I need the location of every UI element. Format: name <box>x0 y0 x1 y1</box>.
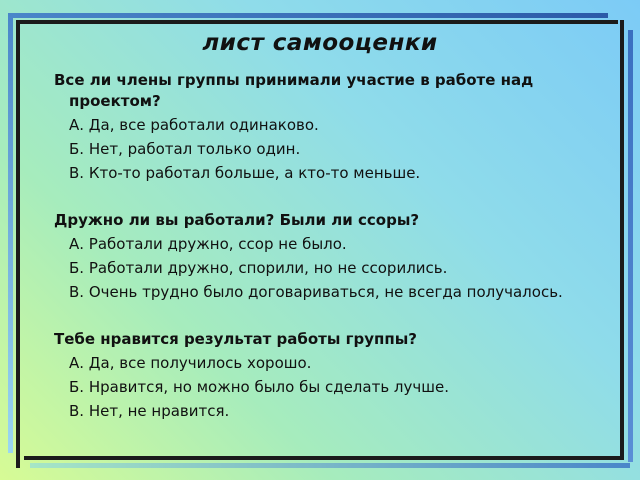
frame-bottom-bar-dark <box>24 456 624 460</box>
answer-3b: Б. Нравится, но можно было бы сделать лучше. <box>69 378 449 396</box>
answer-1b: Б. Нет, работал только один. <box>69 140 301 158</box>
frame-right-bar-dark <box>620 20 624 460</box>
question-1: Все ли члены группы принимали участие в работе над проектом? <box>54 71 534 110</box>
frame-left-bar-dark <box>16 20 20 468</box>
question-block-3 <box>54 329 604 422</box>
answer-1c: В. Кто-то работал больше, а кто-то меньше. <box>69 164 421 182</box>
question-block-1 <box>54 70 604 184</box>
question-2: Дружно ли вы работали? Были ли ссоры? <box>54 211 420 229</box>
answer-3a: А. Да, все получилось хорошо. <box>69 354 312 372</box>
answer-2a: А. Работали дружно, ссор не было. <box>69 235 347 253</box>
page-title: лист самооценки <box>202 30 438 56</box>
frame-right-bar-blue <box>628 30 633 462</box>
frame-left-bar-blue <box>8 13 13 453</box>
frame-bottom-bar-blue <box>30 463 630 468</box>
frame-top-bar-blue <box>8 13 608 18</box>
answer-2b: Б. Работали дружно, спорили, но не ссорились. <box>69 259 448 277</box>
question-3: Тебе нравится результат работы группы? <box>54 330 418 348</box>
answer-3c: В. Нет, не нравится. <box>69 402 230 420</box>
questionnaire <box>54 70 604 422</box>
question-block-2 <box>54 210 604 303</box>
answer-2c: В. Очень трудно было договариваться, не всегда получалось. <box>69 283 563 301</box>
frame-top-bar-dark <box>20 20 618 24</box>
answer-1a: А. Да, все работали одинаково. <box>69 116 319 134</box>
